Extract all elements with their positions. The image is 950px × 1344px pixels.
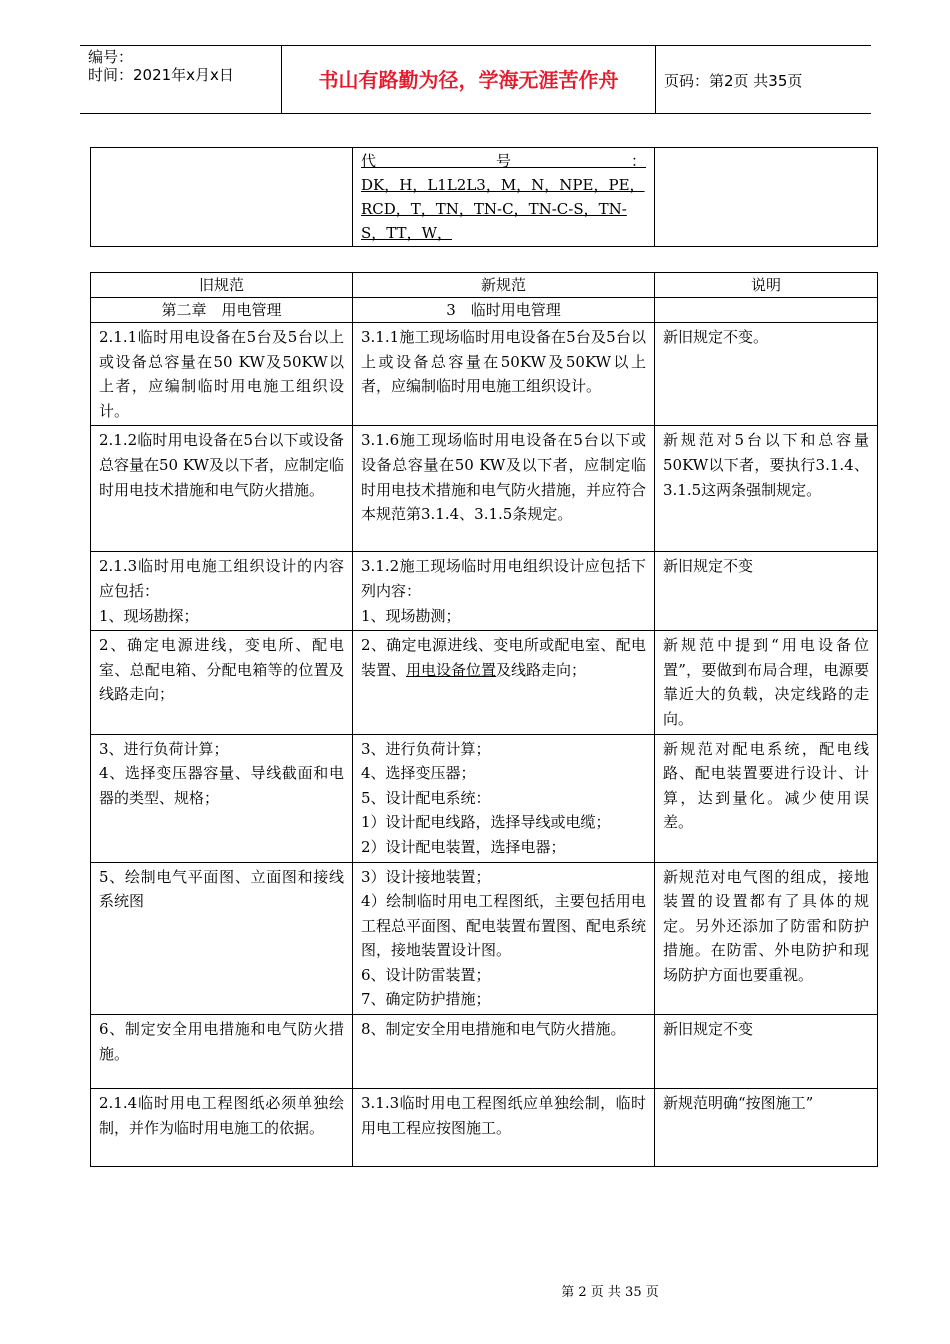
new-cell	[353, 631, 655, 734]
note-cell: 新旧规定不变	[655, 1015, 878, 1089]
code-line: DK，H，L1L2L3，M，N，NPE，PE，	[361, 176, 645, 194]
old-cell: 2.1.1临时用电设备在5台及5台以上或设备总容量在50 KW及50KW以上者，应编制临时用电施工组织设计。	[91, 323, 353, 426]
codes-empty-left	[91, 148, 353, 247]
col-header-old: 旧规范	[91, 273, 353, 298]
table-row	[91, 862, 878, 1015]
note-cell: 新规范中提到“用电设备位置”，要做到布局合理，电源要靠近大的负载，决定线路的走向。	[655, 631, 878, 734]
old-cell: 3、进行负荷计算； 4、选择变压器容量、导线截面和电器的类型、规格；	[91, 734, 353, 862]
note-cell: 新旧规定不变。	[655, 323, 878, 426]
header-divider	[655, 45, 656, 113]
table-row	[91, 323, 878, 426]
header-motto: 书山有路勤为径，学海无涯苦作舟	[318, 68, 619, 92]
table-row	[91, 631, 878, 734]
new-text: 2、确定电源进线、变电所或配电室、配电装置、	[361, 636, 646, 679]
col-header-note: 说明	[655, 273, 878, 298]
old-cell: 2.1.4临时用电工程图纸必须单独绘制，并作为临时用电施工的依据。	[91, 1089, 353, 1167]
underlined-term: 用电设备位置	[406, 660, 497, 679]
new-text: 及线路走向；	[496, 660, 587, 679]
new-cell: 3、进行负荷计算； 4、选择变压器； 5、设计配电系统： 1）设计配电线路，选择导线或电缆； 2）设计配电装置，选择电器；	[353, 734, 655, 862]
codes-empty-right	[655, 148, 878, 247]
table-row	[91, 1015, 878, 1089]
document-number-label: 编号：	[88, 48, 134, 66]
new-cell: 3.1.3临时用电工程图纸应单独绘制，临时用电工程应按图施工。	[353, 1089, 655, 1167]
code-line: S，TT，W，	[361, 224, 452, 242]
header-page-number: 页码：第2页 共35页	[664, 72, 803, 90]
new-cell: 3.1.2施工现场临时用电组织设计应包括下列内容： 1、现场勘测；	[353, 552, 655, 631]
chapter-row	[91, 298, 878, 323]
note-cell: 新规范对5台以下和总容量50KW以下者，要执行3.1.4、3.1.5这两条强制规定。	[655, 426, 878, 552]
new-cell: 8、制定安全用电措施和电气防火措施。	[353, 1015, 655, 1089]
table-header-row	[91, 273, 878, 298]
old-cell: 6、制定安全用电措施和电气防火措施。	[91, 1015, 353, 1089]
old-cell: 2.1.3临时用电施工组织设计的内容应包括： 1、现场勘探；	[91, 552, 353, 631]
new-cell: 3.1.1施工现场临时用电设备在5台及5台以上或设备总容量在50KW及50KW以上者，应编制临时用电施工组织设计。	[353, 323, 655, 426]
header-bottom-rule	[80, 113, 871, 114]
chapter-new: 3 临时用电管理	[353, 298, 655, 323]
note-cell: 新规范对配电系统，配电线路、配电装置要进行设计、计算，达到量化。减少使用误差。	[655, 734, 878, 862]
note-cell: 新规范明确“按图施工”	[655, 1089, 878, 1167]
old-cell: 5、绘制电气平面图、立面图和接线系统图	[91, 862, 353, 1015]
page-footer: 第 2 页 共 35 页	[561, 1285, 659, 1300]
header-top-rule	[80, 45, 871, 46]
new-cell: 3.1.6施工现场临时用电设备在5台以下或设备总容量在50 KW及以下者，应制定临时用电技术措施和电气防火措施，并应符合本规范第3.1.4、3.1.5条规定。	[353, 426, 655, 552]
table-row	[91, 426, 878, 552]
document-date-label: 时间：2021年x月x日	[88, 66, 234, 84]
new-cell: 3）设计接地装置； 4）绘制临时用电工程图纸，主要包括用电工程总平面图、配电装置布置图、配电系统图，接地装置设计图。 6、设计防雷装置； 7、确定防护措施；	[353, 862, 655, 1015]
comparison-table	[90, 272, 878, 1167]
chapter-note	[655, 298, 878, 323]
table-row	[91, 1089, 878, 1167]
header-meta	[88, 48, 234, 84]
col-header-new: 新规范	[353, 273, 655, 298]
old-cell: 2、确定电源进线，变电所、配电室、总配电箱、分配电箱等的位置及线路走向；	[91, 631, 353, 734]
code-line: RCD，T，TN，TN-C，TN-C-S，TN-	[361, 200, 627, 218]
codes-table	[90, 147, 878, 247]
note-cell: 新旧规定不变	[655, 552, 878, 631]
table-row	[91, 734, 878, 862]
codes-cell	[353, 148, 655, 247]
chapter-old: 第二章 用电管理	[91, 298, 353, 323]
code-line: 代 号 ：	[361, 152, 646, 170]
table-row	[91, 552, 878, 631]
old-cell: 2.1.2临时用电设备在5台以下或设备总容量在50 KW及以下者，应制定临时用电技术措施和电气防火措施。	[91, 426, 353, 552]
note-cell: 新规范对电气图的组成，接地装置的设置都有了具体的规定。另外还添加了防雷和防护措施。在防雷、外电防护和现场防护方面也要重视。	[655, 862, 878, 1015]
